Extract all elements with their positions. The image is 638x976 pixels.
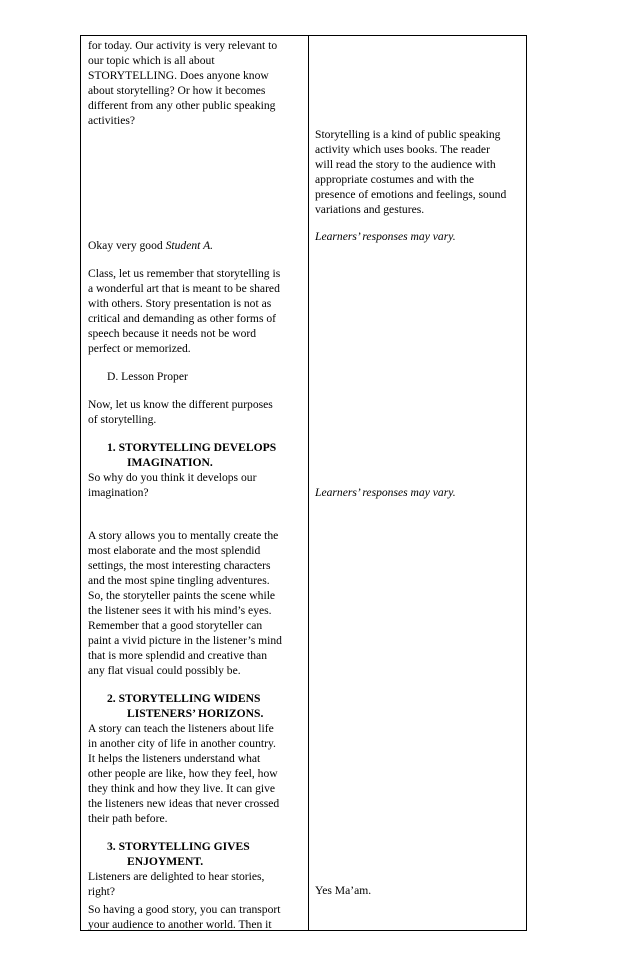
item1-text-line: most elaborate and the most splendid: [88, 544, 261, 557]
lesson-plan-table: [80, 35, 527, 931]
item2-heading: 2. STORYTELLING WIDENS: [107, 692, 261, 705]
remember-line: Class, let us remember that storytelling is: [88, 267, 281, 280]
item2-text-line: they think and how they live. It can give: [88, 782, 276, 795]
student-name: Student A.: [165, 239, 214, 252]
item3-question: right?: [88, 885, 116, 898]
purposes-line: Now, let us know the different purposes: [88, 398, 273, 411]
item3-question: Listeners are delighted to hear stories,: [88, 870, 265, 883]
intro-line: STORYTELLING. Does anyone know: [88, 69, 269, 82]
item2-text-line: the listeners new ideas that never crossed: [88, 797, 280, 810]
item1-text-line: So, the storyteller paints the scene while: [88, 589, 276, 602]
remember-line: perfect or memorized.: [88, 342, 191, 355]
definition-line: appropriate costumes and with the: [315, 173, 475, 186]
intro-line: for today. Our activity is very relevant to: [88, 39, 278, 52]
closing-line: So having a good story, you can transport: [88, 903, 281, 916]
item1-text-line: paint a vivid picture in the listener’s mind: [88, 634, 282, 647]
learners-responses: Learners’ responses may vary.: [315, 486, 456, 499]
remember-line: speech because it needs not be word: [88, 327, 257, 340]
item1-text-line: settings, the most interesting characters: [88, 559, 271, 572]
item1-text-line: A story allows you to mentally create the: [88, 529, 279, 542]
item1-heading: IMAGINATION.: [127, 456, 213, 469]
intro-line: about storytelling? Or how it becomes: [88, 84, 266, 97]
item2-text-line: A story can teach the listeners about life: [88, 722, 274, 735]
learners-responses: Learners’ responses may vary.: [315, 230, 456, 243]
item1-text-line: any flat visual could possibly be.: [88, 664, 241, 677]
item1-text-line: Remember that a good storyteller can: [88, 619, 263, 632]
definition-line: presence of emotions and feelings, sound: [315, 188, 507, 201]
lesson-proper-heading: D. Lesson Proper: [107, 370, 188, 383]
intro-line: our topic which is all about: [88, 54, 215, 67]
definition-line: will read the story to the audience with: [315, 158, 496, 171]
remember-line: critical and demanding as other forms of: [88, 312, 277, 325]
okay-very-good-line: [88, 238, 213, 253]
item1-text-line: the listener sees it with his mind’s eyes.: [88, 604, 272, 617]
item2-text-line: It helps the listeners understand what: [88, 752, 261, 765]
item1-question: imagination?: [88, 486, 149, 499]
item2-text-line: other people are like, how they feel, how: [88, 767, 278, 780]
remember-line: a wonderful art that is meant to be shared: [88, 282, 280, 295]
item3-heading: 3. STORYTELLING GIVES: [107, 840, 250, 853]
purposes-line: of storytelling.: [88, 413, 157, 426]
item1-heading: 1. STORYTELLING DEVELOPS: [107, 441, 277, 454]
definition-line: Storytelling is a kind of public speaking: [315, 128, 501, 141]
column-divider: [308, 36, 309, 930]
item2-heading: LISTENERS’ HORIZONS.: [127, 707, 264, 720]
definition-line: activity which uses books. The reader: [315, 143, 490, 156]
item2-text-line: their path before.: [88, 812, 168, 825]
item1-text-line: that is more splendid and creative than: [88, 649, 268, 662]
definition-line: variations and gestures.: [315, 203, 425, 216]
item1-text-line: and the most spine tingling adventures.: [88, 574, 270, 587]
item2-text-line: in another city of life in another country.: [88, 737, 276, 750]
yes-maam-response: Yes Ma’am.: [315, 884, 372, 897]
item3-heading: ENJOYMENT.: [127, 855, 204, 868]
okay-text: Okay very good: [88, 239, 166, 252]
item1-question: So why do you think it develops our: [88, 471, 257, 484]
intro-line: activities?: [88, 114, 135, 127]
remember-line: with others. Story presentation is not as: [88, 297, 272, 310]
intro-line: different from any other public speaking: [88, 99, 276, 112]
closing-line: your audience to another world. Then it: [88, 918, 272, 931]
